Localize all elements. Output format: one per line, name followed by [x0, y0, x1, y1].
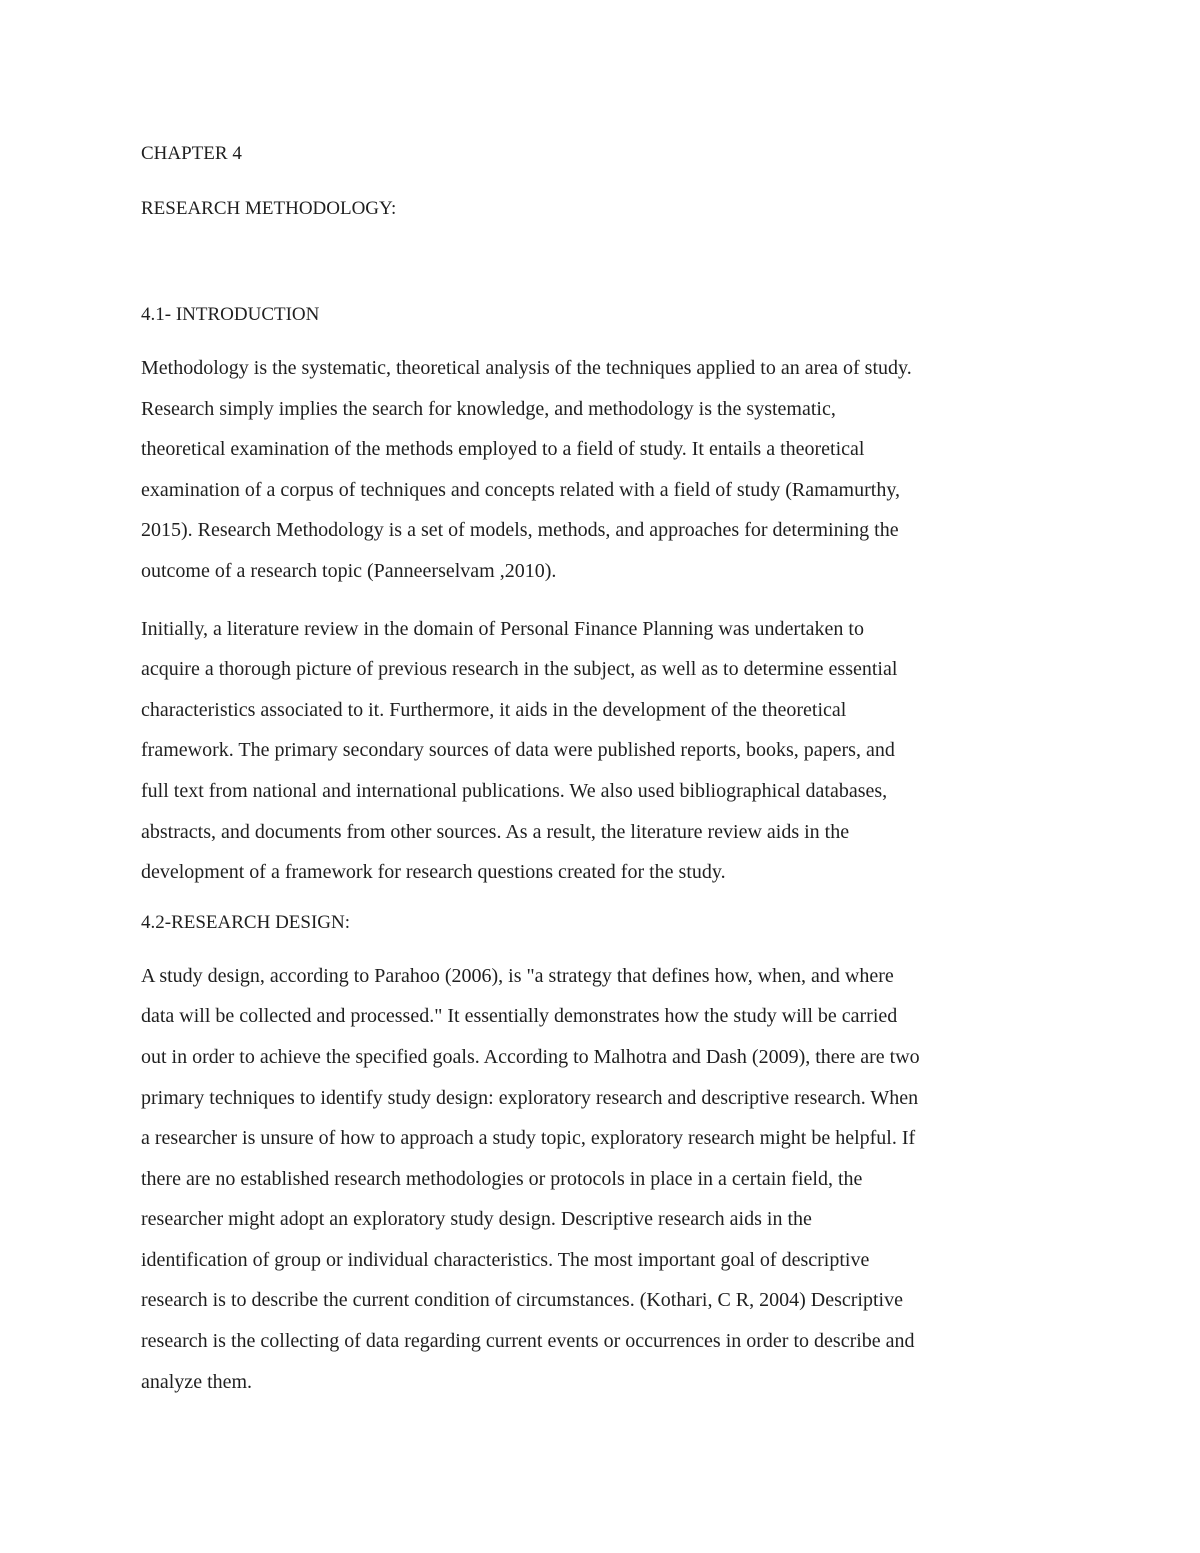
- paragraph-line: there are no established research methodologies or protocols in place in a certain field, the: [141, 1167, 863, 1190]
- paragraph-line: data will be collected and processed." It essentially demonstrates how the study will be carried: [141, 1005, 898, 1028]
- paragraph-line: out in order to achieve the specified goals. According to Malhotra and Dash (2009), there are two: [141, 1045, 920, 1068]
- paragraph-line: Methodology is the systematic, theoretical analysis of the techniques applied to an area of study.: [141, 357, 912, 379]
- paragraph-line: outcome of a research topic (Panneerselvam ,2010).: [141, 559, 557, 582]
- page-content: [141, 140, 1066, 1402]
- section-heading-introduction: 4.1- INTRODUCTION: [141, 304, 320, 325]
- paragraph-line: acquire a thorough picture of previous research in the subject, as well as to determine essential: [141, 658, 898, 681]
- paragraph-methodology: [141, 348, 1066, 592]
- paragraph-line: a researcher is unsure of how to approach a study topic, exploratory research might be helpful. If: [141, 1127, 916, 1150]
- paragraph-line: characteristics associated to it. Furthermore, it aids in the development of the theoretical: [141, 698, 847, 721]
- paragraph-line: research is to describe the current condition of circumstances. (Kothari, C R, 2004) Descriptive: [141, 1289, 903, 1312]
- section-heading-research-design: 4.2-RESEARCH DESIGN:: [141, 911, 351, 933]
- paragraph-line: examination of a corpus of techniques and concepts related with a field of study (Ramamurthy,: [141, 478, 901, 501]
- paragraph-line: abstracts, and documents from other sources. As a result, the literature review aids in the: [141, 820, 850, 843]
- paragraph-line: primary techniques to identify study design: exploratory research and descriptive research. When: [141, 1086, 919, 1109]
- paragraph-line: full text from national and international publications. We also used bibliographical databases,: [141, 779, 888, 802]
- paragraph-line: theoretical examination of the methods employed to a field of study. It entails a theoretical: [141, 438, 865, 461]
- paragraph-line: Initially, a literature review in the domain of Personal Finance Planning was undertaken to: [141, 617, 864, 640]
- paragraph-line: researcher might adopt an exploratory study design. Descriptive research aids in the: [141, 1208, 812, 1231]
- paragraph-line: identification of group or individual characteristics. The most important goal of descriptive: [141, 1248, 870, 1271]
- paragraph-literature-review: [141, 609, 1066, 893]
- chapter-title: RESEARCH METHODOLOGY:: [141, 198, 397, 219]
- paragraph-line: Research simply implies the search for knowledge, and methodology is the systematic,: [141, 397, 836, 420]
- chapter-number: CHAPTER 4: [141, 143, 242, 164]
- paragraph-line: framework. The primary secondary sources of data were published reports, books, papers, and: [141, 739, 895, 762]
- paragraph-line: development of a framework for research questions created for the study.: [141, 861, 726, 884]
- paragraph-line: A study design, according to Parahoo (2006), is "a strategy that defines how, when, and where: [141, 964, 894, 987]
- paragraph-line: analyze them.: [141, 1370, 253, 1393]
- paragraph-line: 2015). Research Methodology is a set of models, methods, and approaches for determining the: [141, 519, 899, 542]
- paragraph-research-design: [141, 956, 1066, 1403]
- paragraph-line: research is the collecting of data regarding current events or occurrences in order to describe and: [141, 1330, 915, 1353]
